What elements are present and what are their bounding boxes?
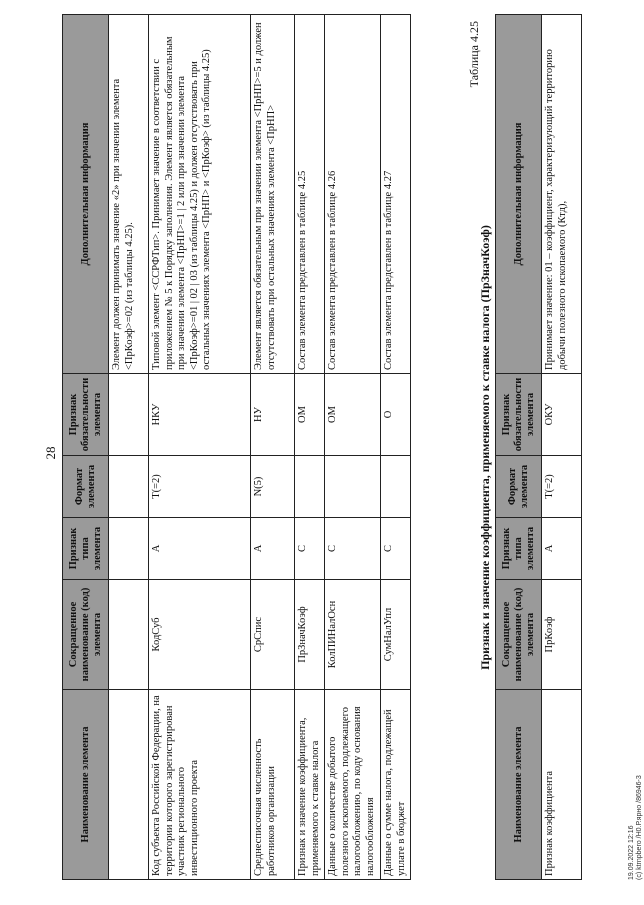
table-cell: [325, 456, 381, 518]
table-cell: А: [251, 518, 295, 580]
table-row: [251, 15, 295, 880]
column-header: Признак обязательности элемента: [496, 374, 542, 456]
table-cell: С: [381, 518, 411, 580]
table-cell: [109, 374, 149, 456]
table-row: [149, 15, 251, 880]
table-cell: T(=2): [542, 456, 582, 518]
table-cell: О: [381, 374, 411, 456]
column-header: Наименование элемента: [63, 690, 109, 880]
table-cell: Состав элемента представлен в таблице 4.26: [325, 15, 381, 374]
table-number: Таблица 4.25: [467, 21, 481, 88]
column-header: Признак обязательности элемента: [63, 374, 109, 456]
table-cell: [381, 456, 411, 518]
table-cell: ПрЗначКоэф: [295, 580, 325, 690]
table-cell: НКУ: [149, 374, 251, 456]
table-cell: [109, 690, 149, 880]
table-cell: КодСуб: [149, 580, 251, 690]
column-header: Формат элемента: [496, 456, 542, 518]
table-row: [109, 15, 149, 880]
stamp-line: (c) ktrnpbero /Н0.Р.ярно /86946-3: [636, 775, 643, 880]
table-row: [542, 15, 582, 880]
table-header-row: [496, 15, 542, 880]
page-number: 28: [43, 446, 58, 460]
table-cell: [109, 580, 149, 690]
table-cell: Данные о количестве добытого полезного ископаемого, подлежащего налогообложению, по коду основания налогообложения: [325, 690, 381, 880]
table-cell: [295, 456, 325, 518]
table-cell: Признак коэффициента: [542, 690, 582, 880]
table-cell: ОМ: [325, 374, 381, 456]
table-cell: Элемент должен принимать значение «2» при значении элемента <ПрКоэф>=02 (из таблицы 4.25).: [109, 15, 149, 374]
table-cell: А: [149, 518, 251, 580]
table-cell: T(=2): [149, 456, 251, 518]
stamp-line: 19.09.2022 12:16: [628, 825, 635, 880]
table-row: [325, 15, 381, 880]
table-cell: С: [295, 518, 325, 580]
table-cell: НУ: [251, 374, 295, 456]
table-cell: А: [542, 518, 582, 580]
column-header: Наименование элемента: [496, 690, 542, 880]
table-cell: СумНалУпл: [381, 580, 411, 690]
table-cell: [109, 456, 149, 518]
rotated-page-content: [62, 15, 643, 880]
document-stamp: [628, 775, 644, 880]
table-cell: Типовой элемент <ССРФТип>. Принимает значение в соответствии с приложением № 5 к Порядку заполнения. Элемент является обязательным при значении элемента <ПрНП>=1 | 2 или при значении элемента <ПрКоэф>=01 | 02 | 03 (из таблицы 4.25) и должен отсутствовать при остальных значениях элемента <ПрНП> и <ПрКоэф> (из таблицы 4.25): [149, 15, 251, 374]
table-cell: Код субъекта Российской Федерации, на территории которого зарегистрирован участник регионального инвестиционного проекта: [149, 690, 251, 880]
column-header: Формат элемента: [63, 456, 109, 518]
table-cell: КолПИНалОсн: [325, 580, 381, 690]
elements-table: [62, 14, 411, 880]
column-header: Признак типа элемента: [63, 518, 109, 580]
table-row: [381, 15, 411, 880]
table-cell: Данные о сумме налога, подлежащей уплате в бюджет: [381, 690, 411, 880]
table-cell: [109, 518, 149, 580]
column-header: Сокращенное наименование (код) элемента: [63, 580, 109, 690]
table-cell: Состав элемента представлен в таблице 4.25: [295, 15, 325, 374]
column-header: Сокращенное наименование (код) элемента: [496, 580, 542, 690]
table-row: [295, 15, 325, 880]
table-cell: ПрКоэф: [542, 580, 582, 690]
table-cell: Состав элемента представлен в таблице 4.27: [381, 15, 411, 374]
table-cell: ОКУ: [542, 374, 582, 456]
table-title: Признак и значение коэффициента, применяемого к ставке налога (ПрЗначКоэф): [478, 225, 492, 670]
table-header-row: [63, 15, 109, 880]
coefficient-table: [495, 14, 582, 880]
table-cell: ОМ: [295, 374, 325, 456]
column-header: Дополнительная информация: [496, 15, 542, 374]
table-cell: С: [325, 518, 381, 580]
table-cell: N(5): [251, 456, 295, 518]
table-cell: Элемент является обязательным при значении элемента <ПрНП>=5 и должен отсутствовать при остальных значениях элемента <ПрНП>: [251, 15, 295, 374]
column-header: Дополнительная информация: [63, 15, 109, 374]
column-header: Признак типа элемента: [496, 518, 542, 580]
table-cell: Среднесписочная численность работников организации: [251, 690, 295, 880]
table-cell: Признак и значение коэффициента, применяемого к ставке налога: [295, 690, 325, 880]
table-cell: СрСпис: [251, 580, 295, 690]
table-cell: Принимает значение: 01 – коэффициент, характеризующий территорию добычи полезного ископаемого (Ктд),: [542, 15, 582, 374]
